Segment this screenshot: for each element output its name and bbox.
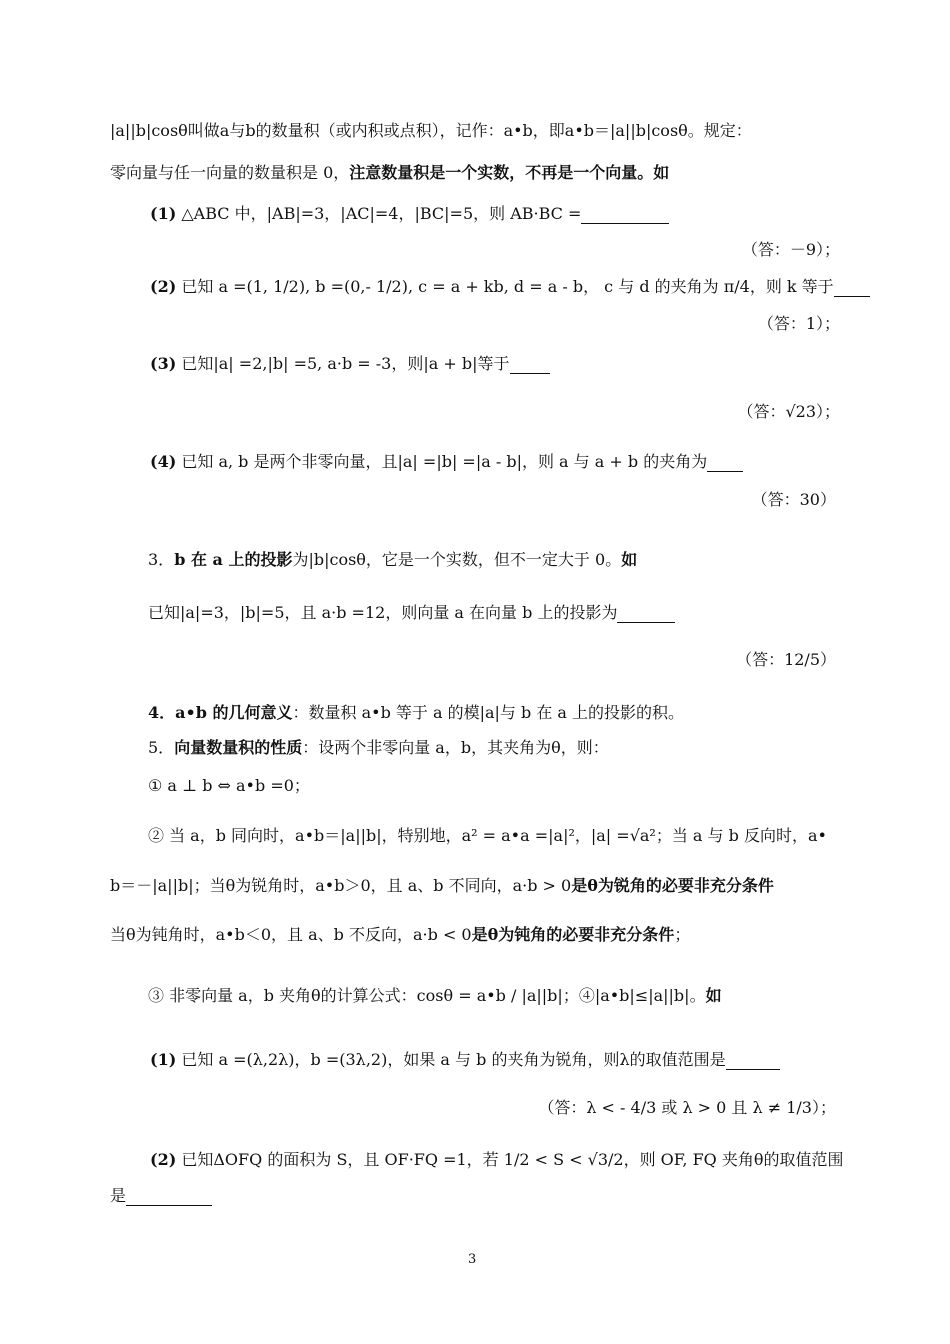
question-label: (2) [150, 1150, 177, 1169]
text-bold: 如 [705, 986, 722, 1005]
question-text: △ABC 中，|AB|=3，|AC|=4，|BC|=5，则 AB·BC = [181, 204, 582, 223]
section-title: a•b 的几何意义 [175, 703, 293, 722]
text-plain: 零向量与任一向量的数量积是 0， [110, 163, 350, 182]
section-tail: 如 [621, 550, 638, 569]
property-3 [148, 986, 722, 1005]
answer-4: （答：30） [751, 490, 836, 509]
text-bold: 是θ为锐角的必要非充分条件 [571, 876, 774, 895]
section-text: ：设两个非零向量 a，b，其夹角为θ，则： [302, 738, 609, 757]
section-number: 5． [148, 738, 175, 757]
section-3-heading [148, 550, 637, 569]
question-text: 已知 a =(λ,2λ)，b =(3λ,2)，如果 a 与 b 的夹角为锐角，则λ的取值范围是 [181, 1050, 726, 1069]
answer-blank [726, 1050, 780, 1070]
section-title: b 在 a 上的投影 [174, 550, 293, 569]
property-2-line-1: ② 当 a，b 同向时，a•b＝|a||b|，特别地，a² = a•a =|a|²，|a| =√a²；当 a 与 b 反向时，a• [148, 826, 827, 845]
definition-line: |a||b|cosθ叫做a与b的数量积（或内积或点积），记作：a•b，即a•b＝|a||b|cosθ。规定： [110, 121, 752, 140]
question-4 [150, 452, 743, 472]
question-text: 已知ΔOFQ 的面积为 S，且 OF·FQ =1，若 1/2 < S < √3/2，则 OF, FQ 夹角θ的取值范围 [181, 1150, 844, 1169]
answer-blank [581, 204, 669, 224]
property-1: ① a ⊥ b ⇔ a•b =0； [148, 776, 310, 795]
section-5 [148, 738, 609, 757]
question-text: 已知 a, b 是两个非零向量，且|a| =|b| =|a - b|，则 a 与 a + b 的夹角为 [181, 452, 708, 471]
section-number: 4． [148, 703, 176, 722]
section-3-answer: （答：12/5） [736, 650, 836, 669]
question-text: 是 [110, 1186, 127, 1205]
section-text: ：数量积 a•b 等于 a 的模|a|与 b 在 a 上的投影的积。 [292, 703, 685, 722]
answer-2: （答：1）； [757, 314, 840, 333]
answer-blank [126, 1186, 212, 1206]
section-text: 为|b|cosθ，它是一个实数，但不一定大于 0。 [292, 550, 622, 569]
question-1 [150, 204, 669, 224]
question-text: 已知 a =(1, 1/2), b =(0,- 1/2), c = a + kb, d = a - b， c 与 d 的夹角为 π/4，则 k 等于 [181, 277, 834, 296]
example-text: 已知|a|=3，|b|=5，且 a·b =12，则向量 a 在向量 b 上的投影为 [148, 603, 618, 622]
text-plain: b＝－|a||b|；当θ为锐角时，a•b＞0，且 a、b 不同向，a·b > 0 [110, 876, 572, 895]
property-2-line-2 [110, 876, 774, 895]
answer-blank [510, 354, 550, 374]
question-3 [150, 354, 550, 374]
text-bold-tail: 。如 [637, 163, 670, 182]
question-label: (4) [150, 452, 177, 471]
section-title: 向量数量积的性质 [174, 738, 303, 757]
question-text: 已知|a| =2,|b| =5, a·b = -3，则|a + b|等于 [181, 354, 510, 373]
answer-blank [834, 277, 870, 297]
definition-line-2 [110, 163, 669, 182]
text-bold: 注意数量积是一个实数，不再是一个向量 [349, 163, 638, 182]
text-tail: ； [674, 925, 691, 944]
example-1-answer: （答：λ < - 4/3 或 λ > 0 且 λ ≠ 1/3）； [538, 1098, 836, 1117]
example-1 [150, 1050, 780, 1070]
question-2 [150, 277, 870, 297]
answer-1: （答：－9）； [741, 240, 840, 259]
question-label: (1) [150, 204, 177, 223]
text-bold: 是θ为钝角的必要非充分条件 [471, 925, 675, 944]
example-2-line-2 [110, 1186, 212, 1206]
question-label: (2) [150, 277, 177, 296]
property-2-line-3 [110, 925, 690, 944]
section-4 [148, 703, 684, 722]
answer-blank [617, 603, 675, 623]
answer-3: （答：√23）； [737, 402, 840, 421]
text-plain: ③ 非零向量 a，b 夹角θ的计算公式：cosθ = a•b / |a||b|；④|a•b|≤|a||b|。 [148, 986, 706, 1005]
question-label: (1) [150, 1050, 177, 1069]
example-2 [150, 1150, 844, 1169]
answer-blank [707, 452, 743, 472]
section-number: 3． [148, 550, 175, 569]
question-label: (3) [150, 354, 177, 373]
page-number: 3 [468, 1252, 477, 1267]
text-plain: 当θ为钝角时，a•b＜0，且 a、b 不反向，a·b < 0 [110, 925, 472, 944]
section-3-example [148, 603, 675, 623]
